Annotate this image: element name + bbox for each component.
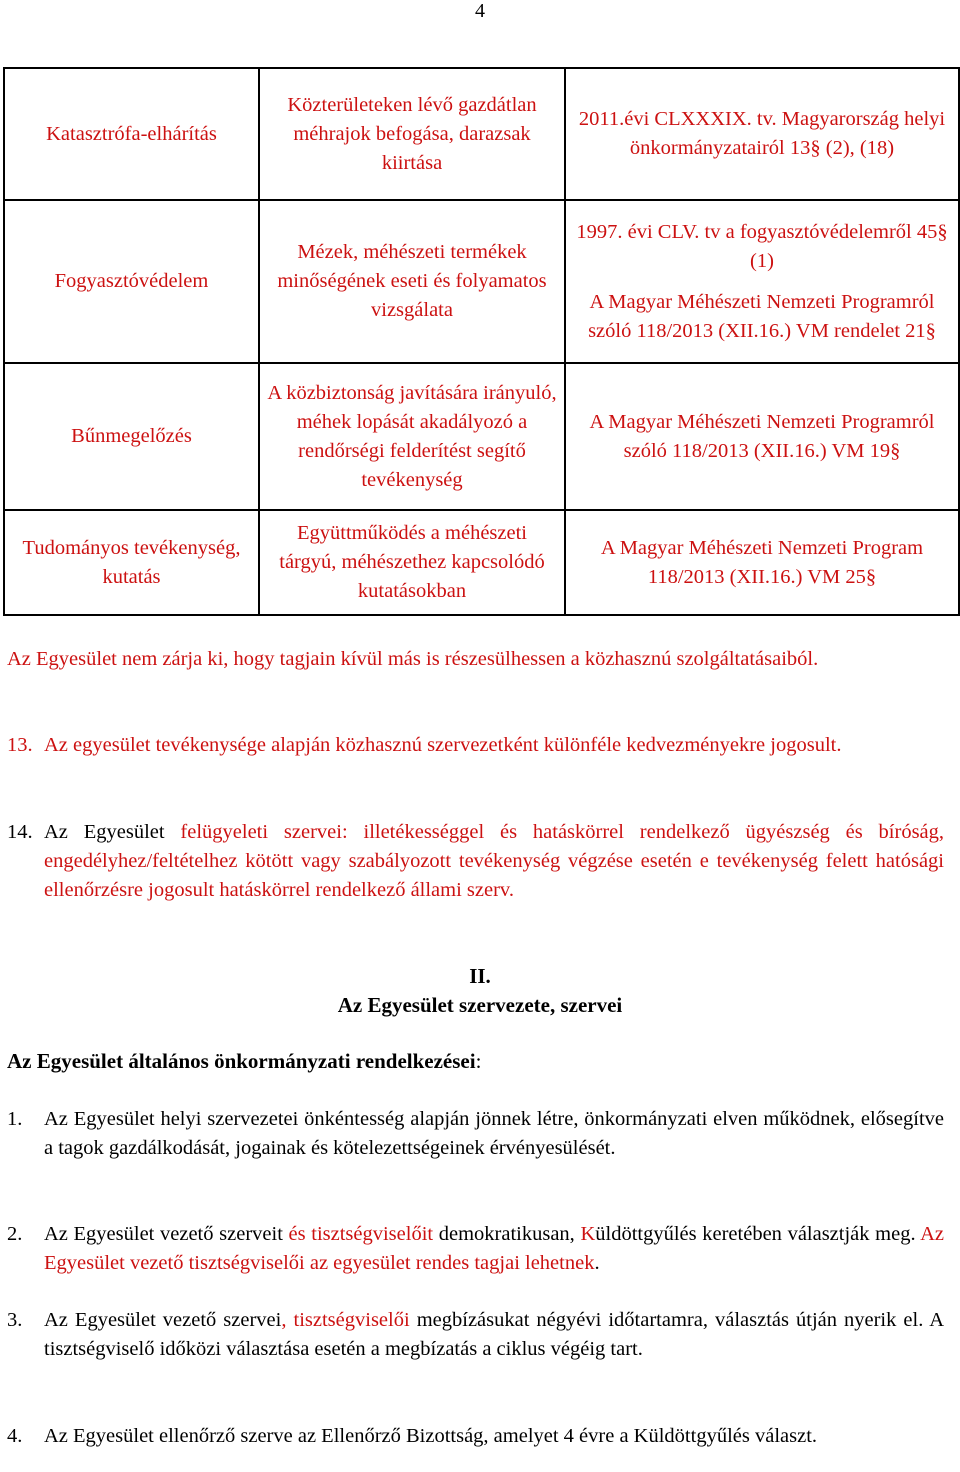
area-cell: Tudományos tevékenység, kutatás (4, 510, 259, 615)
section-title: Az Egyesület szervezete, szervei (337, 993, 623, 1017)
item-number: 1. (7, 1108, 23, 1130)
item-number: 4. (7, 1425, 23, 1447)
text-span: üldöttgyűlés keretében választják meg. (595, 1223, 916, 1245)
area-cell: Fogyasztóvédelem (4, 200, 259, 363)
paragraph-number: 13. (7, 734, 33, 756)
text-span: demokratikusan, (438, 1223, 575, 1245)
paragraph-13 (7, 731, 944, 760)
highlighted-text: , tisztségviselői (281, 1309, 410, 1331)
law-reference: A Magyar Méhészeti Nemzeti Program 118/2013 (XII.16.) VM 25§ (600, 536, 924, 588)
item-text (44, 1220, 944, 1278)
item-text: Az Egyesület ellenőrző szerve az Ellenőrző Bizottság, amelyet 4 évre a Küldöttgyűlés választ. (44, 1425, 818, 1447)
law-cell (565, 363, 959, 510)
text-span: . (594, 1252, 600, 1274)
table-row (4, 68, 959, 200)
subtitle-text: Az Egyesület általános önkormányzati rendelkezései (7, 1049, 476, 1073)
item-text: Az Egyesület helyi szervezetei önkéntesség alapján jönnek létre, önkormányzati elven működnek, elősegítve a tagok gazdálkodását, jogainak és kötelezettségeinek érvényesülését. (44, 1108, 944, 1159)
item-number: 2. (7, 1223, 23, 1245)
paragraph-14 (7, 818, 944, 905)
law-reference: 2011.évi CLXXXIX. tv. Magyarország helyi önkormányzatairól 13§ (2), (18) (578, 108, 946, 159)
law-cell (565, 68, 959, 200)
area-cell: Katasztrófa-elhárítás (4, 68, 259, 200)
activity-cell: Mézek, méhészeti termékek minőségének eseti és folyamatos vizsgálata (259, 200, 565, 363)
law-cell (565, 200, 959, 363)
table-row (4, 510, 959, 615)
page-number: 4 (475, 0, 485, 22)
law-reference: 1997. évi CLV. tv a fogyasztóvédelemről 45§ (1) (576, 220, 948, 272)
highlighted-text: szervei: illetékességgel és hatáskörrel rendelkező ügyészség és bíróság, engedélyhez/feltételhez kötött vagy szabályozott tevékenység végzése esetén e tevékenység felett hatósági ellenőrzésre jogosult hatáskörrel rendelkező állami szerv. (44, 821, 945, 901)
text-span: megbízásukat négyévi időtartamra, választás útján nyerik el. A tisztségviselő időközi választása esetén a megbízatás a ciklus végéig tart. (44, 1309, 945, 1360)
activity-cell: A közbiztonság javítására irányuló, méhek lopását akadályozó a rendőrségi felderítést segítő tevékenység (259, 363, 565, 510)
activity-table (3, 67, 960, 616)
paragraph-text (44, 818, 944, 905)
activity-cell: Közterületeken lévő gazdátlan méhrajok befogása, darazsak kiirtása (259, 68, 565, 200)
area-cell: Bűnmegelőzés (4, 363, 259, 510)
table-row (4, 200, 959, 363)
law-reference: A Magyar Méhészeti Nemzeti Programról szóló 118/2013 (XII.16.) VM 19§ (589, 410, 935, 462)
item-2 (7, 1220, 944, 1278)
text-span: Az Egyesület vezető szerveit (44, 1223, 283, 1245)
item-number: 3. (7, 1309, 23, 1331)
item-4 (7, 1422, 944, 1451)
section-subtitle (7, 1047, 481, 1076)
intro-paragraph: Az Egyesület nem zárja ki, hogy tagjain kívül más is részesülhessen a közhasznú szolgáltatásaiból. (7, 648, 819, 670)
law-cell (565, 510, 959, 615)
table-row (4, 363, 959, 510)
text-span: Az Egyesület vezető szervei (44, 1309, 282, 1331)
highlighted-text: K (580, 1223, 596, 1245)
paragraph-number: 14. (7, 821, 33, 843)
item-3 (7, 1306, 944, 1364)
text-span: Az Egyesület (44, 821, 165, 843)
activity-cell: Együttműködés a méhészeti tárgyú, méhészethez kapcsolódó kutatásokban (259, 510, 565, 615)
paragraph-text: Az egyesület tevékenysége alapján közhasznú szervezetként különféle kedvezményekre jogosult. (44, 734, 842, 756)
item-1 (7, 1105, 944, 1163)
law-reference: A Magyar Méhészeti Nemzeti Programról szóló 118/2013 (XII.16.) VM rendelet 21§ (588, 290, 936, 342)
subtitle-colon: : (475, 1049, 482, 1073)
item-text (44, 1306, 944, 1364)
section-number: II. (469, 964, 491, 988)
highlighted-text: és tisztségviselőit (288, 1223, 434, 1245)
highlighted-text: Az Egyesület vezető tisztségviselői az egyesület rendes tagjai lehetnek (44, 1223, 945, 1274)
highlighted-text: felügyeleti (180, 821, 269, 843)
